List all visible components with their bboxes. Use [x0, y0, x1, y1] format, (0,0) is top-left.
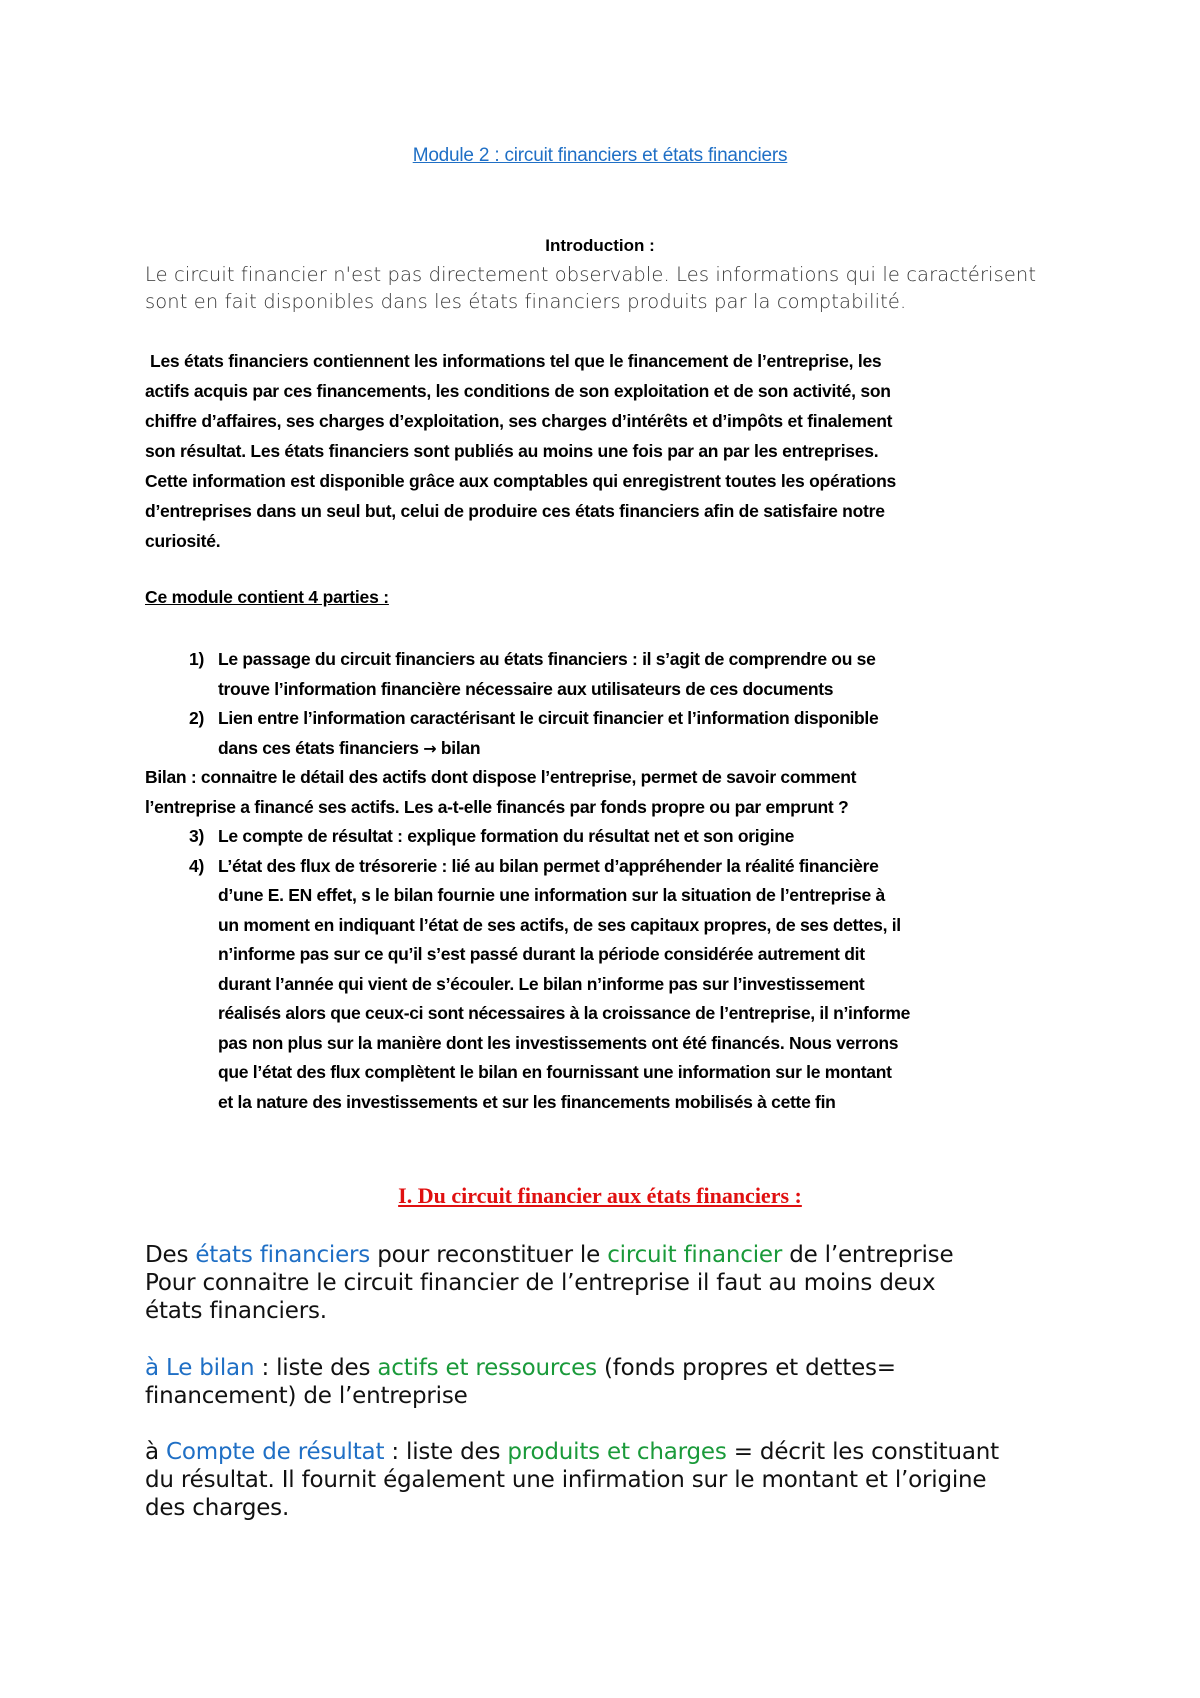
paragraph-line: financement) de l’entreprise: [145, 1383, 468, 1409]
list-line: n’informe pas sur ce qu’il s’est passé durant la période considérée autrement dit: [218, 944, 865, 964]
list-line: [218, 734, 1065, 764]
highlight-green: actifs et ressources: [377, 1355, 597, 1381]
highlight-green: circuit financier: [607, 1242, 783, 1268]
module-parts-list: [145, 645, 1065, 1117]
paragraph-line: curiosité.: [145, 531, 221, 551]
list-line: trouve l’information financière nécessaire aux utilisateurs de ces documents: [218, 678, 834, 699]
paragraph-line: d’entreprises dans un seul but, celui de produire ces états financiers afin de satisfaire notre: [145, 501, 885, 521]
paragraph-line: Les états financiers contiennent les informations tel que le financement de l’entreprise, les: [150, 351, 882, 371]
text: Des: [145, 1242, 196, 1268]
introduction-light-paragraph: Le circuit financier n'est pas directement observable. Les informations qui le caractérisent sont en fait disponibles dans les états financiers produits par la comptabilité.: [145, 263, 1037, 313]
list-text: dans ces états financiers: [218, 737, 424, 758]
text: : liste des: [254, 1355, 378, 1381]
list-item: [145, 822, 1065, 852]
list-item: [145, 704, 1065, 763]
list-number: 3): [189, 826, 204, 846]
paragraph-line: chiffre d’affaires, ses charges d’exploitation, ses charges d’intérêts et d’impôts et finalement: [145, 411, 893, 431]
text: : liste des: [384, 1439, 508, 1465]
text: (fonds propres et dettes=: [596, 1355, 896, 1381]
list-line: réalisés alors que ceux-ci sont nécessaires à la croissance de l’entreprise, il n’informe: [218, 1003, 911, 1023]
list-item-text: [218, 852, 1065, 1118]
list-text: bilan: [436, 737, 481, 758]
list-line: pas non plus sur la manière dont les investissements ont été financés. Nous verrons: [218, 1032, 899, 1053]
paragraph-line: du résultat. Il fournit également une infirmation sur le montant et l’origine: [145, 1467, 987, 1493]
section-paragraph-bilan: [145, 1354, 1105, 1410]
text: pour reconstituer le: [370, 1242, 608, 1268]
paragraph-line: [145, 1438, 1105, 1466]
highlight-blue: états financiers: [195, 1242, 371, 1268]
introduction-heading: Introduction :: [545, 236, 655, 255]
text: = décrit les constituant: [726, 1439, 999, 1465]
section-paragraph-etats-financiers: [145, 1241, 1105, 1325]
paragraph-line: Pour connaitre le circuit financier de l’entreprise il faut au moins deux: [145, 1270, 936, 1296]
paragraph-line: actifs acquis par ces financements, les conditions de son exploitation et de son activité, son: [145, 381, 891, 401]
paragraph-line: des charges.: [145, 1495, 290, 1521]
arrow-right-icon: →: [423, 738, 437, 758]
list-item-text: Le compte de résultat : explique formation du résultat net et son origine: [218, 826, 795, 846]
module-parts-heading: Ce module contient 4 parties :: [145, 587, 389, 607]
list-number: 2): [189, 708, 204, 728]
highlight-green: produits et charges: [507, 1439, 727, 1465]
introduction-bold-paragraph: [145, 346, 1065, 556]
bilan-note: [145, 763, 1065, 822]
list-line: un moment en indiquant l’état de ses actifs, de ses capitaux propres, de ses dettes, il: [218, 914, 901, 935]
list-line: d’une E. EN effet, s le bilan fournie une information sur la situation de l’entreprise à: [218, 885, 885, 905]
paragraph-line: [145, 1241, 1105, 1269]
highlight-blue: Compte de résultat: [166, 1439, 385, 1465]
list-line: que l’état des flux complètent le bilan en fournissant une information sur le montant: [218, 1062, 892, 1082]
list-line: et la nature des investissements et sur les financements mobilisés à cette fin: [218, 1091, 836, 1112]
highlight-blue: à Le bilan: [145, 1355, 255, 1381]
list-line: durant l’année qui vient de s’écouler. Le bilan n’informe pas sur l’investissement: [218, 973, 865, 994]
list-item: [145, 645, 1065, 704]
page-title: Module 2 : circuit financiers et états financiers: [412, 145, 788, 166]
bilan-line: l’entreprise a financé ses actifs. Les a-t-elle financés par fonds propre ou par emprunt ?: [145, 796, 849, 817]
paragraph-line: Cette information est disponible grâce aux comptables qui enregistrent toutes les opérations: [145, 471, 897, 491]
list-item: [145, 852, 1065, 1118]
text: de l’entreprise: [782, 1242, 954, 1268]
paragraph-line: [145, 1354, 1105, 1382]
paragraph-line: son résultat. Les états financiers sont publiés au moins une fois par an par les entreprises.: [145, 441, 879, 461]
bilan-line: Bilan : connaitre le détail des actifs dont dispose l’entreprise, permet de savoir comment: [145, 767, 857, 787]
text: à: [145, 1439, 167, 1465]
paragraph-line: états financiers.: [145, 1298, 327, 1324]
section-paragraph-compte-resultat: [145, 1438, 1105, 1522]
list-number: 1): [189, 649, 204, 669]
section-heading: I. Du circuit financier aux états financiers :: [398, 1183, 802, 1208]
list-line: L’état des flux de trésorerie : lié au bilan permet d’appréhender la réalité financière: [218, 855, 879, 876]
list-line: Le passage du circuit financiers au états financiers : il s’agit de comprendre ou se: [218, 649, 876, 669]
list-line: Lien entre l’information caractérisant le circuit financier et l’information disponible: [218, 708, 879, 728]
list-item-text: [218, 645, 1065, 704]
list-item-text: [218, 704, 1065, 763]
list-number: 4): [189, 855, 204, 876]
